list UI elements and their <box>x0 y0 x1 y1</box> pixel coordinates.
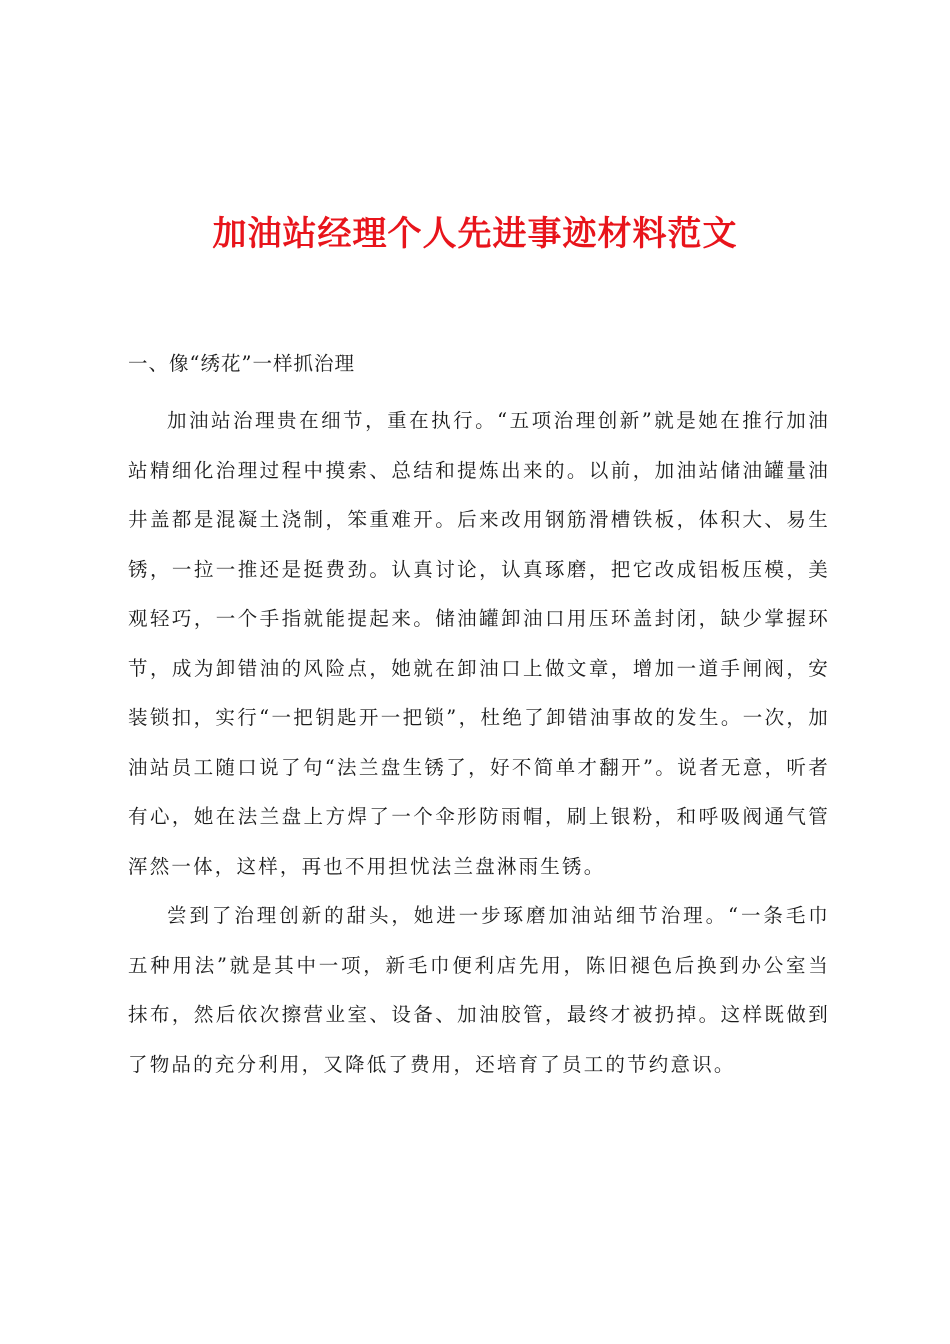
body-paragraph-1: 加油站治理贵在细节，重在执行。“五项治理创新”就是她在推行加油站精细化治理过程中摸索、总结和提炼出来的。以前，加油站储油罐量油井盖都是混凝土浇制，笨重难开。后来改用钢筋滑槽铁板，体积大、易生锈，一拉一推还是挺费劲。认真讨论，认真琢磨，把它改成铝板压模，美观轻巧，一个手指就能提起来。储油罐卸油口用压环盖封闭，缺少掌握环节，成为卸错油的风险点，她就在卸油口上做文章，增加一道手闸阀，安装锁扣，实行“一把钥匙开一把锁”，杜绝了卸错油事故的发生。一次，加油站员工随口说了句“法兰盘生锈了，好不简单才翻开”。说者无意，听者有心，她在法兰盘上方焊了一个伞形防雨帽，刷上银粉，和呼吸阀通气管浑然一体，这样，再也不用担忧法兰盘淋雨生锈。 <box>128 409 830 878</box>
document-title: 加油站经理个人先进事迹材料范文 <box>212 214 738 254</box>
body-paragraph-2: 尝到了治理创新的甜头，她进一步琢磨加油站细节治理。“一条毛巾五种用法”就是其中一项，新毛巾便利店先用，陈旧褪色后换到办公室当抹布，然后依次擦营业室、设备、加油胶管，最终才被扔掉。这样既做到了物品的充分利用，又降低了费用，还培育了员工的节约意识。 <box>128 904 830 1076</box>
section-heading: 一、像“绣花”一样抓治理 <box>128 352 355 375</box>
document-body <box>128 346 830 1089</box>
